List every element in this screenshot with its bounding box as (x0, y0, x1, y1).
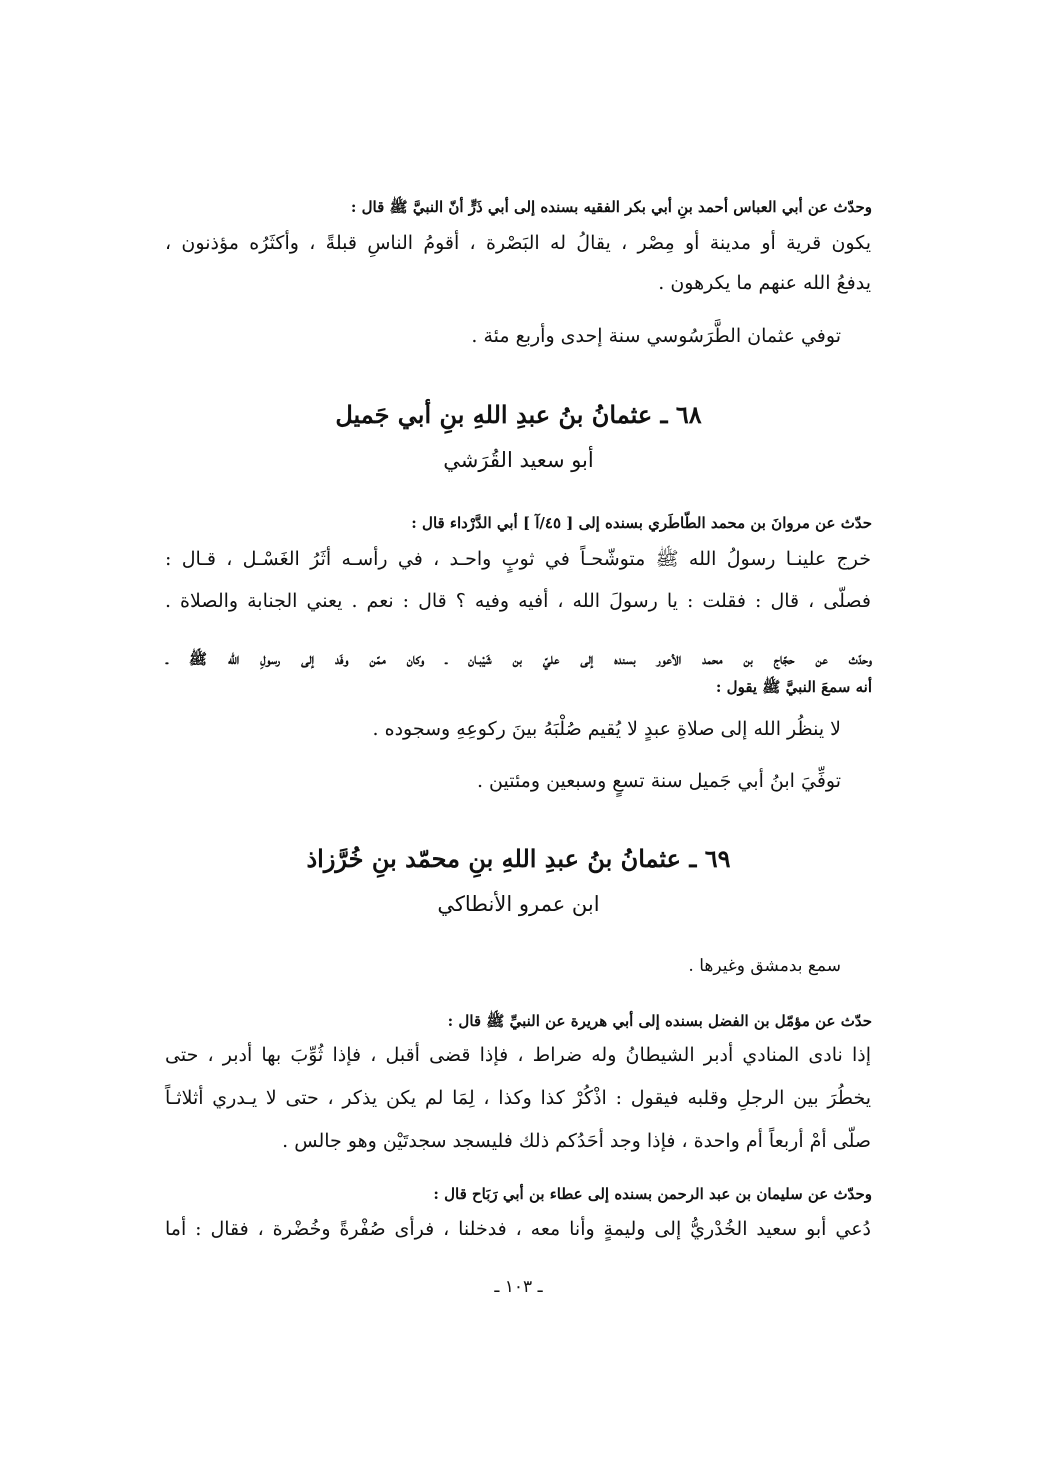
entry-heading: ٦٩ ـ عثمانُ بنُ عبدِ اللهِ بنِ محمّد بنِ خُرَّزاذ (306, 844, 731, 873)
isnad-line: وحدّث عن حجّاج بن محمد الأعور بسنده إلى عليّ بن شَيْبـان ـ وكان ممّن وفَد إلى رسولِ الله ﷺ ـ (166, 650, 872, 668)
isnad-line: أنه سمعَ النبيَّ ﷺ يقول : (715, 678, 872, 696)
isnad-line: وحدّث عن أبي العباس أحمد بنِ أبي بكر الفقيه بسنده إلى أبي ذَرٍّ أنّ النبيَّ ﷺ قال : (350, 198, 872, 216)
isnad-line: وحدّث عن سليمان بن عبد الرحمن بسنده إلى عطاء بن أبي رَبَاح قال : (433, 1185, 872, 1203)
isnad-line: حدّث عن مؤمّل بن الفضل بسنده إلى أبي هريرة عن النبيِّ ﷺ قال : (447, 1012, 872, 1030)
page-number: ـ ١٠٣ ـ (494, 1277, 543, 1297)
note-line: سمع بدمشق وغيرها . (688, 956, 841, 976)
hadith-line: إذا نادى المنادي أدبر الشيطانُ وله ضراط ، فإذا قضى أقبل ، فإذا ثُوِّبَ بها أدبر ، حتى (165, 1044, 871, 1066)
death-note: توفِّيَ ابنُ أبي جَميل سنة تسعٍ وسبعين ومئتين . (476, 770, 841, 792)
hadith-line: يكون قرية أو مدينة أو مِصْر ، يقالُ له البَصْرة ، أقومُ الناسِ قبلةً ، وأكثَرُه مؤذنون ، (165, 232, 871, 254)
entry-subheading: ابن عمرو الأنطاكي (437, 892, 600, 916)
hadith-line: دُعي أبو سعيد الخُدْريُّ إلى وليمةٍ وأنا معه ، فدخلنا ، فرأى صُفْرةً وخُضْرة ، فقال : أما (165, 1218, 871, 1240)
entry-subheading: أبو سعيد القُرَشي (443, 448, 594, 472)
hadith-line: لا ينظُر الله إلى صلاةِ عبدٍ لا يُقيم صُلْبَهُ بينَ ركوعِهِ وسجوده . (372, 718, 841, 740)
isnad-line: حدّث عن مروانَ بن محمد الطّاطَري بسنده إلى [ ٤٥/آ ] أبي الدَّرْداء قال : (411, 514, 872, 532)
death-note: توفي عثمان الطَّرَسُوسي سنة إحدى وأربع مئة . (471, 325, 841, 347)
entry-heading: ٦٨ ـ عثمانُ بنُ عبدِ اللهِ بنِ أبي جَميل (335, 400, 702, 429)
hadith-line: خرج علينـا رسولُ الله ﷺ متوشّحـاً في ثوبٍ واحـد ، في رأسـه أثَرُ الغَسْـل ، قـال : (165, 548, 871, 570)
hadith-line: يخطُرَ بين الرجلِ وقلبه فيقول : اذْكُرْ كذا وكذا ، لِمَا لم يكن يذكر ، حتى لا يـدري أثلاثـاً (165, 1087, 871, 1109)
hadith-line: فصلّى ، قال : فقلت : يا رسولَ الله ، أفيه وفيه ؟ قال : نعم . يعني الجنابة والصلاة . (165, 590, 871, 612)
hadith-line: صلّى أمْ أربعاً أم واحدة ، فإذا وجد أحَدُكم ذلك فليسجد سجدتَيْن وهو جالس . (282, 1130, 871, 1152)
hadith-line: يدفعُ الله عنهم ما يكرهون . (658, 272, 871, 294)
